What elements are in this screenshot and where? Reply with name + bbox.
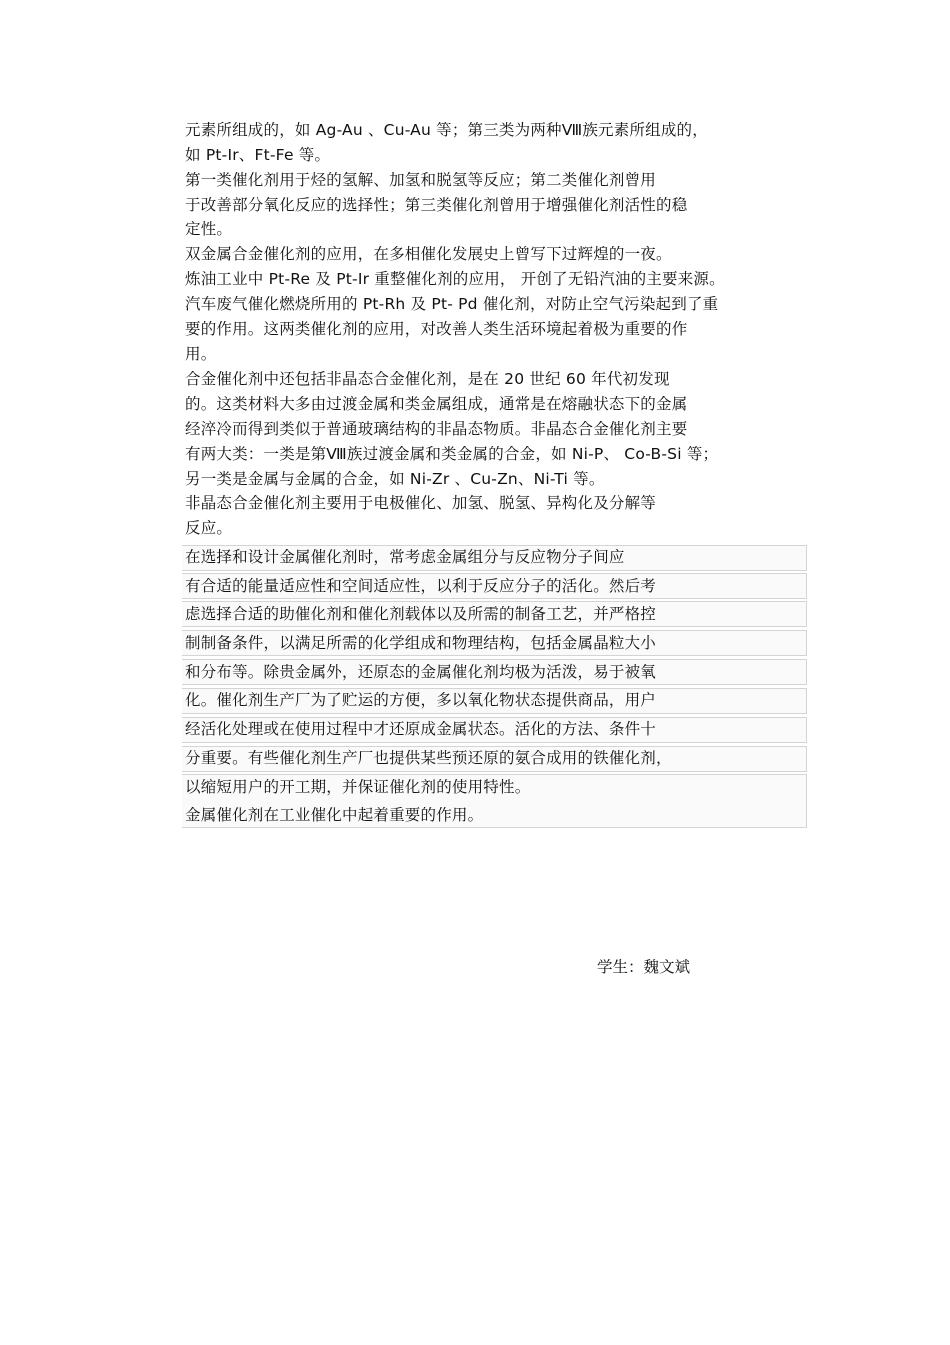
text-line: 的。这类材料大多由过渡金属和类金属组成，通常是在熔融状态下的金属 — [185, 395, 688, 413]
text-line: 于改善部分氧化反应的选择性；第三类催化剂曾用于增强催化剂活性的稳 — [185, 196, 688, 214]
text-line: 定性。 — [185, 220, 233, 238]
text-line: 汽车废气催化燃烧所用的 Pt-Rh 及 Pt- Pd 催化剂，对防止空气污染起到了重 — [185, 295, 719, 313]
boxed-text-line: 化。催化剂生产厂为了贮运的方便，多以氧化物状态提供商品，用户 — [185, 691, 657, 709]
boxed-text-line: 以缩短用户的开工期，并保证催化剂的使用特性。 — [185, 778, 531, 796]
text-line: 非晶态合金催化剂主要用于电极催化、加氢、脱氢、异构化及分解等 — [185, 494, 657, 512]
text-line: 反应。 — [185, 519, 233, 537]
text-line: 要的作用。这两类催化剂的应用，对改善人类生活环境起着极为重要的作 — [185, 320, 688, 338]
boxed-text-line: 分重要。有些催化剂生产厂也提供某些预还原的氨合成用的铁催化剂， — [185, 749, 672, 767]
student-signature: 学生：魏文斌 — [597, 958, 691, 976]
text-line: 如 Pt-Ir、Ft-Fe 等。 — [185, 146, 331, 164]
boxed-text-line: 经活化处理或在使用过程中才还原成金属状态。活化的方法、条件十 — [185, 720, 657, 738]
boxed-text-line: 有合适的能量适应性和空间适应性，以利于反应分子的活化。然后考 — [185, 577, 657, 595]
boxed-text-line: 在选择和设计金属催化剂时，常考虑金属组分与反应物分子间应 — [185, 548, 625, 566]
text-line: 有两大类：一类是第Ⅷ族过渡金属和类金属的合金，如 Ni-P、 Co-B-Si 等； — [185, 445, 719, 463]
text-line: 经淬冷而得到类似于普通玻璃结构的非晶态物质。非晶态合金催化剂主要 — [185, 420, 688, 438]
text-line: 第一类催化剂用于烃的氢解、加氢和脱氢等反应；第二类催化剂曾用 — [185, 171, 657, 189]
text-line: 双金属合金催化剂的应用，在多相催化发展史上曾写下过辉煌的一夜。 — [185, 245, 672, 263]
text-line: 另一类是金属与金属的合金，如 Ni-Zr 、Cu-Zn、Ni-Ti 等。 — [185, 470, 605, 488]
boxed-text-line: 和分布等。除贵金属外，还原态的金属催化剂均极为活泼，易于被氧 — [185, 663, 657, 681]
text-line: 炼油工业中 Pt-Re 及 Pt-Ir 重整催化剂的应用， 开创了无铅汽油的主要来源。 — [185, 270, 725, 288]
text-line: 用。 — [185, 345, 217, 363]
text-line: 合金催化剂中还包括非晶态合金催化剂，是在 20 世纪 60 年代初发现 — [185, 370, 670, 388]
boxed-text-line: 制制备条件，以满足所需的化学组成和物理结构，包括金属晶粒大小 — [185, 634, 657, 652]
text-line: 元素所组成的，如 Ag-Au 、Cu-Au 等；第三类为两种Ⅷ族元素所组成的， — [185, 121, 708, 139]
boxed-text-line: 金属催化剂在工业催化中起着重要的作用。 — [185, 806, 484, 824]
boxed-text-line: 虑选择合适的助催化剂和催化剂载体以及所需的制备工艺，并严格控 — [185, 605, 657, 623]
